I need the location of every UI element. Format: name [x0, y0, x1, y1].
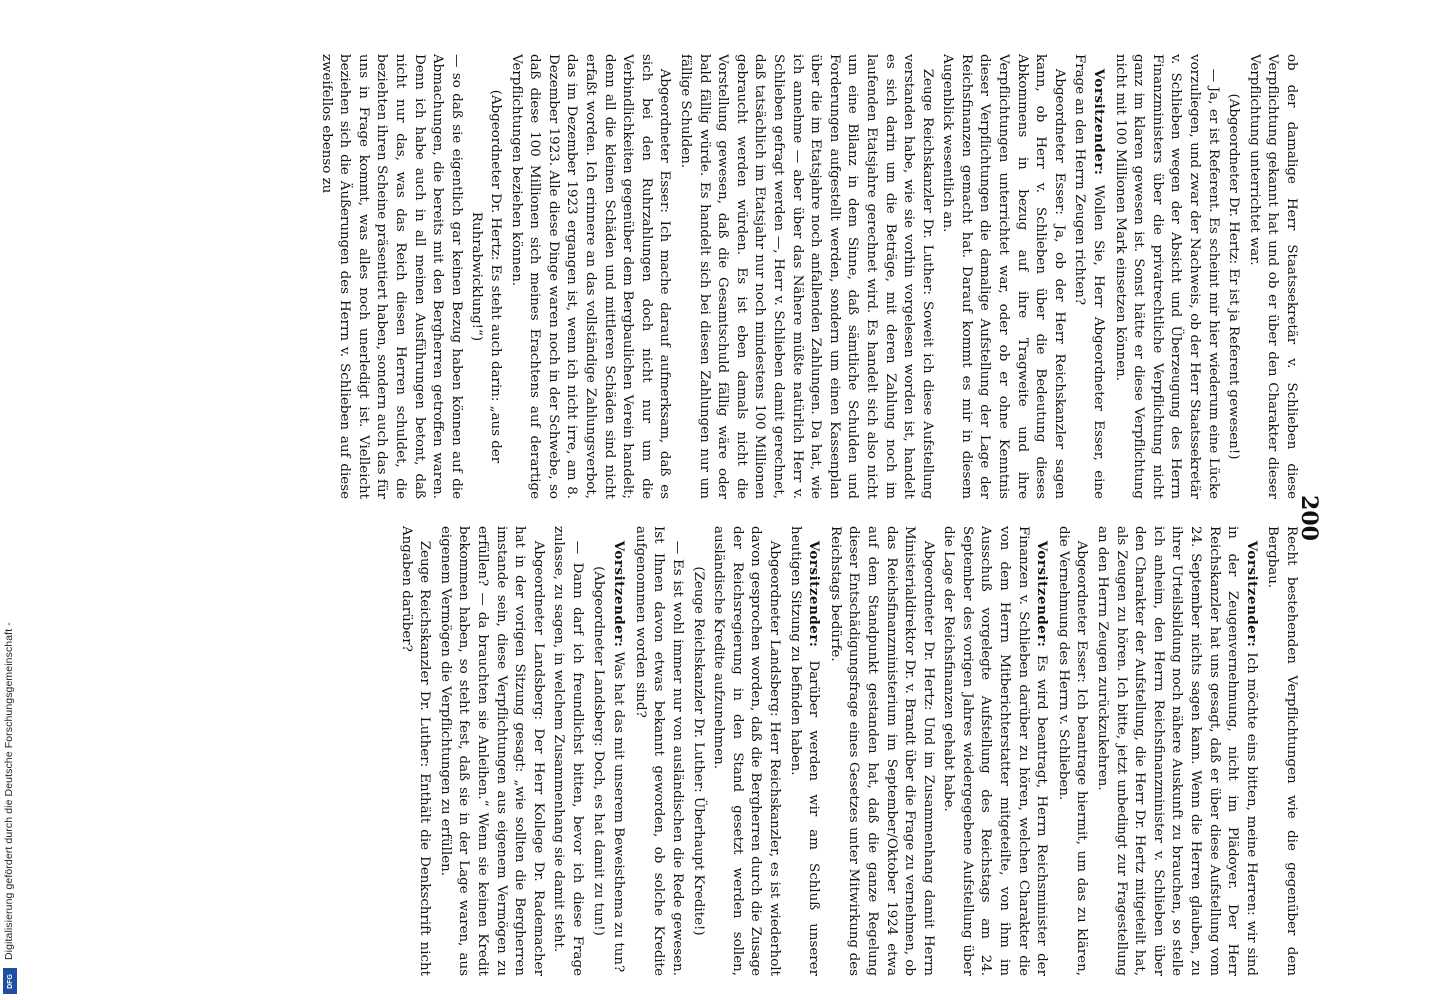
- paragraph: [630, 526, 686, 976]
- paragraph: [1224, 54, 1243, 499]
- paragraph: [1092, 526, 1260, 976]
- paragraph-text: (Abgeordneter Dr. Hertz: Er ist ja Referent gewesen!): [1226, 93, 1242, 460]
- paragraph: [938, 54, 1068, 499]
- paragraph-text: (Abgeordneter Landsberg: Doch, es hat damit zu tun!): [590, 566, 606, 936]
- paragraph: [435, 526, 547, 976]
- paragraph-text: Zeuge Reichskanzler Dr. Luther: Soweit ich diese Aufstellung verstanden habe, wie sie vorhin vorgelesen worden ist, handelt es sich darin um die Beträge, mit deren Zahlung noch im laufenden Etatsjahre gerechnet wird. Es handelt sich also nicht um eine Bilanz in dem Sinne, daß sämtliche Schulden und Forderungen aufgestellt werden, sondern um einen Kassenplan über die im Etatsjahre noch anfallenden Zahlungen. Da hat, wie ich annehme — aber über das Nähere müßte natürlich Herr v. Schlieben gefragt werden —, Herr v. Schlieben damit gerechnet, daß tatsächlich im Etatsjahr nur noch mindestens 100 Millionen gebraucht werden würden. Es ist eben damals nicht die Vorstellung gewesen, daß die Gesamtschuld fällig wäre oder bald fällig würde. Es handelt sich bei diesen Zahlungen nur um fällige Schulden.: [678, 54, 935, 499]
- paragraph-text: — Dann darf ich freundlichst bitten, bevor ich diese Frage zulasse, zu sagen, in welchem Zusammenhang sie damit steht.: [551, 526, 586, 976]
- paragraph: [785, 526, 823, 976]
- paragraph-text: (Abgeordneter Dr. Hertz: Es steht auch darin: „aus der Ruhrabwicklung!“): [469, 89, 504, 464]
- paragraph: [675, 54, 935, 499]
- paragraph-text: Zeuge Reichskanzler Dr. Luther: Enthält die Denkschrift nicht Angaben darüber?: [398, 526, 433, 976]
- paragraph-text: ob der damalige Herr Staatssekretär v. Schlieben diese Verpflichtung gekannt hat und ob er über den Charakter dieser Verpflichtung unterrichtet war.: [1246, 54, 1299, 499]
- page-number: 200: [1296, 495, 1322, 541]
- paragraph-text: Wollen Sie, Herr Abgeordneter Esser, eine Frage an den Herrn Zeugen richten?: [1072, 54, 1107, 499]
- paragraph: [1070, 54, 1108, 499]
- paragraph-text: Abgeordneter Landsberg: Der Herr Kollege Dr. Rademacher hat in der vorigen Sitzung gesagt: „wie sollten die Bergherren imstande sein, diese Verpflichtungen aus eigenem Vermögen zu erfüllen? — da brauchten sie Anleihen.“ Wenn sie keinen Kredit bekommen haben, so steht fest, daß sie in der Lage waren, aus eigenem Vermögen die Verpflichtungen zu erfüllen.: [437, 526, 546, 976]
- paragraph: [709, 526, 783, 976]
- paragraph: [609, 526, 629, 976]
- paragraph-text: Was hat das mit unserem Beweisthema zu tun?: [611, 647, 627, 973]
- paragraph-text: Abgeordneter Esser: Ich mache darauf aufmerksam, daß es sich bei den Ruhrzahlungen doch nicht nur um die Verbindlichkeiten gegenüber dem Bergbaulichen Verein handelt; denn all die kleinen Schäden und mittleren Schäden sind nicht erfaßt worden. Ich erinnere an das vollständige Zahlungsverbot, das im Dezember 1923 ergangen ist, wenn ich nicht irre, am 8. Dezember 1923. Alle diese Dinge waren noch in der Schwebe, so daß diese 100 Millionen sich meines Erachtens auf derartige Verpflichtungen beziehen können.: [508, 54, 673, 499]
- paragraph-text: Ich möchte eins bitten, meine Herren: wir sind in der Zeugenvernehmung, nicht im Plädoyer. Der Herr Reichskanzler hat uns gesagt, daß er über diese Aufstellung vom 24. September nichts sagen kann. Wenn die Herren glauben, zu ihrer Urteilsbildung noch nähere Auskunft zu brauchen, so stelle ich anheim, den Herrn Reichsfinanzminister v. Schlieben über den Charakter der Aufstellung, die Herr Dr. Hertz mitgeteilt hat, als Zeugen zu hören. Ich bitte, jetzt unbedingt zur Fragestellung an den Herrn Zeugen zurückzukehren.: [1095, 526, 1259, 976]
- paragraph: [688, 526, 707, 976]
- paragraph: [939, 526, 1052, 976]
- speaker-label: Vorsitzender:: [1091, 68, 1108, 176]
- paragraph-text: Abgeordneter Esser: Ja, ob der Herr Reichskanzler sagen kann, ob Herr v. Schlieben über die Bedeutung dieses Abkommens in bezug auf ihre Tragweite und ihre Verpflichtungen unterrichtet war, oder ob er ohne Kenntnis dieser Verpflichtungen die damalige Aufstellung der Lage der Reichsfinanzen gemacht hat. Darauf kommt es mir in diesem Augenblick wesentlich an.: [940, 54, 1067, 499]
- paragraph: [1110, 54, 1222, 499]
- paragraph-text: (Zeuge Reichskanzler Dr. Luther: Überhaupt Kredite!): [690, 566, 706, 936]
- paragraph-text: — Ja, er ist Referent. Es scheint mir hier wiederum eine Lücke vorzuliegen, und zwar der Nachweis, ob der Herr Staatssekretär v. Schlieben wegen der Absicht und Überzeugung des Herrn Finanzministers über die privatrechtliche Verpflichtung nicht ganz im klaren gewesen ist. Sonst hätte er diese Verpflichtung nicht mit 100 Millionen Mark einsetzen können.: [1112, 54, 1221, 499]
- paragraph: [588, 526, 607, 976]
- paragraph: [549, 526, 586, 976]
- paragraph: [1244, 54, 1300, 499]
- paragraph-text: — so daß sie eigentlich gar keinen Bezug haben können auf die Abmachungen, die bereits mit den Bergherren getroffen waren. Denn ich habe auch in all meinen Ausführungen betont, daß nicht nur das, was das Reich diesen Herren schuldet, die beziehten ihren Scheine präsentiert haben, sondern auch das für uns in Frage kommt, was alles noch unerledigt ist. Vielleicht beziehen sich die Äußerungen des Herrn v. Schlieben auf diese zweifellos ebenso zu: [318, 54, 464, 499]
- paragraph: [506, 54, 673, 499]
- speaker-label: Vorsitzender:: [806, 540, 823, 648]
- paragraph-text: Es wird beantragt, Herrn Reichsminister der Finanzen v. Schlieben darüber zu hören, welchen Charakter die von dem Herrn Mitberichterstatter mitgeteilte, von ihm im Ausschuß vorgelegte Aufstellung des Reichstags am 24. September des vorigen Jahres wiedergegebene Aufstellung über die Lage der Reichsfinanzen gehabt habe.: [941, 526, 1050, 976]
- paragraph: [825, 526, 937, 976]
- paragraph-text: Abgeordneter Dr. Hertz: Und im Zusammenhang damit Herrn Ministerialdirektor Dr. v. Brandt über die Frage zu vernehmen, ob das Reichsfinanzministerium im September/Oktober 1924 etwa auf dem Standpunkt gestanden hat, daß die ganze Regelung dieser Entschädigungsfrage eines Gesetzes unter Mitwirkung des Reichstags bedürfe.: [827, 526, 936, 976]
- digitization-credit: Digitalisierung gefördert durch die Deutsche Forschungsgemeinschaft -: [3, 622, 15, 960]
- paragraph: [1263, 526, 1300, 976]
- paragraph-text: Abgeordneter Esser: Ich beantrage hiermit, um das zu klären, die Vernehmung des Herrn v. Schlieben.: [1055, 526, 1090, 976]
- paragraph: [1053, 526, 1090, 976]
- paragraph: [396, 526, 433, 976]
- paragraph-text: Darüber werden wir am Schluß unserer heutigen Sitzung zu befinden haben.: [787, 526, 822, 976]
- rotated-document-page: [110, 48, 1322, 988]
- speaker-label: Vorsitzender:: [1243, 540, 1260, 648]
- paragraph: [467, 54, 504, 499]
- digitization-credit-sidebar: [0, 0, 22, 1000]
- speaker-label: Vorsitzender:: [1034, 540, 1051, 648]
- speaker-label: Vorsitzender:: [611, 540, 628, 648]
- dfg-logo-text: DFG: [6, 973, 14, 989]
- text-column-right: [120, 526, 1300, 976]
- dfg-logo: [3, 968, 17, 994]
- paragraph-text: Abgeordneter Landsberg: Herr Reichskanzler, es ist wiederholt davon gesprochen worden, daß die Bergherren durch die Zusage der Reichsregierung in den Stand gesetzt werden sollen, ausländische Kredite aufzunehmen.: [711, 526, 782, 976]
- paragraph-text: — Es ist wohl immer nur von ausländischen die Rede gewesen. Ist Ihnen davon etwas bekannt geworden, ob solche Kredite aufgenommen worden sind?: [632, 526, 685, 976]
- text-column-left: [120, 54, 1300, 499]
- paragraph-text: Recht bestehenden Verpflichtungen wie die gegenüber dem Bergbau.: [1265, 526, 1299, 976]
- paragraph: [316, 54, 465, 499]
